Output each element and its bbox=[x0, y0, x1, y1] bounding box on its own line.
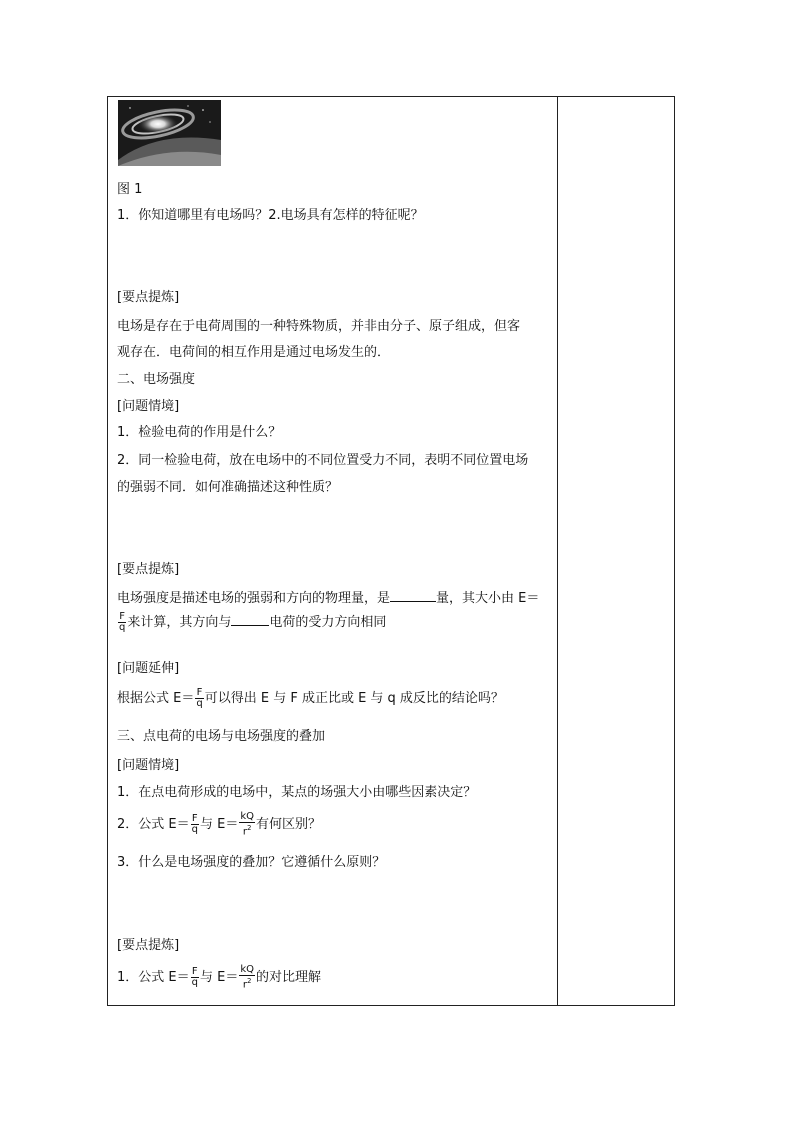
extension-question bbox=[117, 688, 504, 709]
kp3-pre: 1．公式 E＝ bbox=[117, 970, 190, 986]
fraction-denominator: q bbox=[191, 977, 198, 989]
key-points-text-2a bbox=[117, 589, 539, 607]
sec3-q2-mid: 与 E＝ bbox=[199, 817, 239, 833]
fraction-denominator-base: r bbox=[242, 979, 247, 991]
fraction-numerator: F bbox=[196, 687, 203, 698]
key-points-text-1a: 电场是存在于电荷周围的一种特殊物质，并非由分子、原子组成，但客 bbox=[117, 319, 521, 334]
kp3-mid: 与 E＝ bbox=[199, 970, 239, 986]
fraction-denominator: q bbox=[196, 698, 203, 709]
problem-scenario-heading-3: [问题情境] bbox=[117, 758, 180, 773]
fraction-f-over-q bbox=[191, 814, 199, 835]
galaxy-image bbox=[118, 100, 221, 166]
section-heading-3: 三、点电荷的电场与电场强度的叠加 bbox=[117, 729, 326, 744]
fraction-numerator: kQ bbox=[240, 811, 255, 822]
fraction-denominator-base: r bbox=[242, 826, 247, 838]
fraction-kq-over-r2 bbox=[239, 812, 255, 837]
ext-text-post: 可以得出 E 与 F 成正比或 E 与 q 成反比的结论吗？ bbox=[204, 691, 504, 706]
main-cell bbox=[115, 100, 551, 1000]
kp2-text-pre: 电场强度是描述电场的强弱和方向的物理量，是 bbox=[117, 591, 391, 606]
section-2-question-2a: 2．同一检验电荷，放在电场中的不同位置受力不同，表明不同位置电场 bbox=[117, 453, 529, 468]
fraction-kq-over-r2 bbox=[239, 965, 255, 990]
section-2-question-1: 1．检验电荷的作用是什么？ bbox=[117, 425, 282, 440]
fill-blank-2[interactable] bbox=[231, 613, 269, 626]
section-3-question-2 bbox=[117, 812, 321, 837]
key-points-heading-1: [要点提炼] bbox=[117, 290, 180, 305]
worksheet-table bbox=[107, 96, 675, 1006]
sec3-q2-pre: 2．公式 E＝ bbox=[117, 817, 190, 833]
fraction-f-over-q bbox=[195, 688, 203, 709]
fraction-f-over-q bbox=[191, 967, 199, 988]
section-3-question-3: 3．什么是电场强度的叠加？它遵循什么原则？ bbox=[117, 855, 386, 870]
section-3-question-1: 1．在点电荷形成的电场中，某点的场强大小由哪些因素决定？ bbox=[117, 785, 477, 800]
fraction-f-over-q bbox=[118, 612, 126, 633]
kp2-text-post-2: 电荷的受力方向相同 bbox=[269, 615, 387, 630]
fraction-denominator: q bbox=[119, 622, 126, 633]
fraction-exponent: 2 bbox=[247, 824, 252, 832]
key-points-text-2b bbox=[117, 612, 386, 633]
key-points-heading-2: [要点提炼] bbox=[117, 562, 180, 577]
problem-scenario-heading-2: [问题情境] bbox=[117, 399, 180, 414]
fraction-numerator: F bbox=[191, 966, 198, 978]
column-divider bbox=[557, 97, 558, 1005]
key-points-text-1b: 观存在．电荷间的相互作用是通过电场发生的． bbox=[117, 345, 391, 360]
extension-heading: [问题延伸] bbox=[117, 661, 180, 676]
sec3-q2-post: 有何区别？ bbox=[256, 817, 322, 833]
section-heading-2: 二、电场强度 bbox=[117, 372, 196, 387]
fraction-denominator bbox=[239, 823, 255, 837]
fraction-denominator: q bbox=[191, 824, 198, 836]
kp2-text-post: 量，其大小由 E＝ bbox=[436, 591, 540, 606]
fraction-numerator: kQ bbox=[240, 964, 255, 975]
figure-caption: 图 1 bbox=[117, 182, 143, 197]
section-2-question-2b: 的强弱不同．如何准确描述这种性质？ bbox=[117, 480, 339, 495]
question-1: 1．你知道哪里有电场吗？2.电场具有怎样的特征呢？ bbox=[117, 208, 424, 223]
fraction-numerator: F bbox=[191, 813, 198, 825]
key-points-heading-3: [要点提炼] bbox=[117, 938, 180, 953]
fill-blank-1[interactable] bbox=[390, 589, 436, 602]
ext-text-pre: 根据公式 E＝ bbox=[117, 691, 195, 706]
kp2-text-mid: 来计算，其方向与 bbox=[127, 615, 232, 630]
fraction-denominator bbox=[239, 976, 255, 990]
fraction-exponent: 2 bbox=[247, 977, 252, 985]
key-points-text-3 bbox=[117, 965, 321, 990]
fraction-numerator: F bbox=[119, 611, 126, 622]
kp3-post: 的对比理解 bbox=[256, 970, 322, 986]
